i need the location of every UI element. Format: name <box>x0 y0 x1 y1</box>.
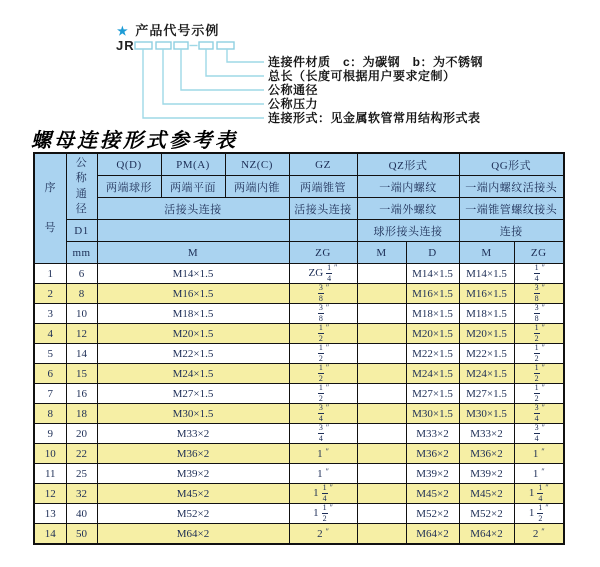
cell-gz: 2 ″ <box>289 524 357 545</box>
cell-seq: 6 <box>34 364 66 384</box>
cell-qg_m: M52×2 <box>459 504 514 524</box>
cell-seq: 13 <box>34 504 66 524</box>
table-row <box>34 424 564 444</box>
header-unit-qg-zg: ZG <box>514 242 564 264</box>
cell-qg_m: M36×2 <box>459 444 514 464</box>
cell-qz_m <box>357 284 406 304</box>
cell-m: M45×2 <box>97 484 289 504</box>
cell-m: M27×1.5 <box>97 384 289 404</box>
cell-qz_d: M14×1.5 <box>406 264 459 284</box>
cell-seq: 2 <box>34 284 66 304</box>
cell-qg_zg: $\frac{3}{4}$ ″ <box>514 424 564 444</box>
cell-qg_m: M45×2 <box>459 484 514 504</box>
cell-gz: $\frac{1}{2}$ ″ <box>289 324 357 344</box>
cell-qg_zg: $\frac{1}{2}$ ″ <box>514 384 564 404</box>
code-box-4 <box>199 42 213 49</box>
cell-qz_d: M30×1.5 <box>406 404 459 424</box>
table-row <box>34 464 564 484</box>
cell-gz: ZG $\frac{1}{4}$ ″ <box>289 264 357 284</box>
table-row <box>34 504 564 524</box>
cell-qg_m: M39×2 <box>459 464 514 484</box>
cell-seq: 5 <box>34 344 66 364</box>
cell-seq: 4 <box>34 324 66 344</box>
cell-seq: 8 <box>34 404 66 424</box>
cell-m: M64×2 <box>97 524 289 545</box>
cell-gz: $\frac{3}{8}$ ″ <box>289 304 357 324</box>
cell-gz: 1 $\frac{1}{2}$ ″ <box>289 504 357 524</box>
cell-m: M24×1.5 <box>97 364 289 384</box>
cell-qz_m <box>357 444 406 464</box>
cell-qz_d: M24×1.5 <box>406 364 459 384</box>
cell-qg_m: M64×2 <box>459 524 514 545</box>
header-blank-left <box>97 220 289 242</box>
cell-qz_d: M45×2 <box>406 484 459 504</box>
table-row <box>34 404 564 424</box>
cell-qg_zg: 1 $\frac{1}{2}$ ″ <box>514 504 564 524</box>
code-box-5 <box>217 42 234 49</box>
cell-m: M33×2 <box>97 424 289 444</box>
header-unit-qg-m: M <box>459 242 514 264</box>
diagram-title-text: 产品代号示例 <box>135 23 220 38</box>
header-union-gz: 活接头连接 <box>289 198 357 220</box>
header-q-sub: 两端球形 <box>97 176 161 198</box>
cell-qg_m: M33×2 <box>459 424 514 444</box>
cell-qz_d: M64×2 <box>406 524 459 545</box>
cell-qg_m: M24×1.5 <box>459 364 514 384</box>
table-row <box>34 444 564 464</box>
cell-m: M20×1.5 <box>97 324 289 344</box>
cell-m: M39×2 <box>97 464 289 484</box>
table-row <box>34 344 564 364</box>
header-d1: D1 <box>66 220 97 242</box>
cell-qz_m <box>357 504 406 524</box>
table-row <box>34 384 564 404</box>
cell-gz: $\frac{1}{2}$ ″ <box>289 344 357 364</box>
cell-dn: 22 <box>66 444 97 464</box>
cell-gz: $\frac{3}{4}$ ″ <box>289 424 357 444</box>
cell-dn: 32 <box>66 484 97 504</box>
cell-qg_m: M20×1.5 <box>459 324 514 344</box>
header-col-nz: NZ(C) <box>225 153 289 176</box>
label-connector-material: 连接件材质 c：为碳钢 b：为不锈钢 <box>268 55 484 69</box>
header-nz-sub: 两端内锥 <box>225 176 289 198</box>
cell-seq: 9 <box>34 424 66 444</box>
cell-m: M16×1.5 <box>97 284 289 304</box>
cell-qg_m: M27×1.5 <box>459 384 514 404</box>
cell-qg_zg: 2 ″ <box>514 524 564 545</box>
cell-qz_d: M33×2 <box>406 424 459 444</box>
header-unit-qz-d: D <box>406 242 459 264</box>
cell-qg_m: M22×1.5 <box>459 344 514 364</box>
cell-m: M22×1.5 <box>97 344 289 364</box>
cell-qg_zg: $\frac{1}{2}$ ″ <box>514 364 564 384</box>
header-qg-row3: 一端锥管螺纹接头 <box>459 198 564 220</box>
code-box-1 <box>135 42 152 49</box>
table-row <box>34 304 564 324</box>
header-nominal-diameter: 公 称 通 径 <box>66 153 97 220</box>
cell-qz_d: M36×2 <box>406 444 459 464</box>
label-connection-form: 连接形式：见金属软管常用结构形式表 <box>268 111 481 125</box>
leader-line-conn <box>143 49 264 118</box>
cell-dn: 50 <box>66 524 97 545</box>
header-union-left: 活接头连接 <box>97 198 289 220</box>
cell-m: M14×1.5 <box>97 264 289 284</box>
table-row <box>34 364 564 384</box>
cell-gz: 1 ″ <box>289 444 357 464</box>
cell-m: M52×2 <box>97 504 289 524</box>
cell-dn: 12 <box>66 324 97 344</box>
cell-dn: 6 <box>66 264 97 284</box>
cell-qg_m: M18×1.5 <box>459 304 514 324</box>
cell-dn: 20 <box>66 424 97 444</box>
header-unit-zg: ZG <box>289 242 357 264</box>
table-row <box>34 324 564 344</box>
cell-m: M36×2 <box>97 444 289 464</box>
cell-qg_zg: $\frac{3}{8}$ ″ <box>514 284 564 304</box>
code-box-2 <box>156 42 171 49</box>
cell-dn: 15 <box>66 364 97 384</box>
cell-m: M30×1.5 <box>97 404 289 424</box>
cell-dn: 16 <box>66 384 97 404</box>
header-qz-row4: 球形接头连接 <box>357 220 459 242</box>
cell-qg_m: M14×1.5 <box>459 264 514 284</box>
cell-qg_m: M16×1.5 <box>459 284 514 304</box>
cell-seq: 11 <box>34 464 66 484</box>
cell-qg_zg: 1 ″ <box>514 444 564 464</box>
label-total-length: 总长（长度可根据用户要求定制） <box>268 69 456 83</box>
cell-seq: 12 <box>34 484 66 504</box>
cell-gz: $\frac{3}{8}$ ″ <box>289 284 357 304</box>
table-row <box>34 284 564 304</box>
diagram-title <box>117 20 219 39</box>
code-box-3 <box>174 42 188 49</box>
cell-seq: 1 <box>34 264 66 284</box>
cell-qz_m <box>357 524 406 545</box>
cell-qz_m <box>357 384 406 404</box>
header-unit-qz-m: M <box>357 242 406 264</box>
cell-dn: 40 <box>66 504 97 524</box>
header-seq: 序 号 <box>34 153 66 264</box>
cell-gz: $\frac{1}{2}$ ″ <box>289 364 357 384</box>
cell-qg_zg: $\frac{3}{8}$ ″ <box>514 304 564 324</box>
cell-seq: 3 <box>34 304 66 324</box>
header-col-pm: PM(A) <box>161 153 225 176</box>
cell-dn: 25 <box>66 464 97 484</box>
cell-qg_zg: 1 ″ <box>514 464 564 484</box>
cell-qz_d: M22×1.5 <box>406 344 459 364</box>
cell-qz_m <box>357 404 406 424</box>
header-qg-row2: 一端内螺纹活接头 <box>459 176 564 198</box>
cell-qz_d: M20×1.5 <box>406 324 459 344</box>
header-qg-row4: 连接 <box>459 220 564 242</box>
table-row <box>34 484 564 504</box>
leader-line-material <box>227 49 264 62</box>
cell-qz_d: M52×2 <box>406 504 459 524</box>
header-col-q: Q(D) <box>97 153 161 176</box>
header-col-qg: QG形式 <box>459 153 564 176</box>
cell-m: M18×1.5 <box>97 304 289 324</box>
header-col-qz: QZ形式 <box>357 153 459 176</box>
cell-qz_m <box>357 484 406 504</box>
cell-qz_d: M27×1.5 <box>406 384 459 404</box>
cell-qg_m: M30×1.5 <box>459 404 514 424</box>
cell-seq: 14 <box>34 524 66 545</box>
header-qz-row2: 一端内螺纹 <box>357 176 459 198</box>
cell-qz_d: M16×1.5 <box>406 284 459 304</box>
header-qz-row3: 一端外螺纹 <box>357 198 459 220</box>
cell-dn: 18 <box>66 404 97 424</box>
cell-qz_d: M18×1.5 <box>406 304 459 324</box>
cell-qz_m <box>357 344 406 364</box>
cell-dn: 10 <box>66 304 97 324</box>
cell-qg_zg: $\frac{1}{4}$ ″ <box>514 264 564 284</box>
cell-qz_d: M39×2 <box>406 464 459 484</box>
nut-connection-table <box>33 152 565 545</box>
cell-qz_m <box>357 324 406 344</box>
leader-line-diameter <box>181 49 264 90</box>
cell-qg_zg: $\frac{3}{4}$ ″ <box>514 404 564 424</box>
table-row <box>34 264 564 284</box>
cell-qg_zg: 1 $\frac{1}{4}$ ″ <box>514 484 564 504</box>
cell-gz: $\frac{3}{4}$ ″ <box>289 404 357 424</box>
header-blank-gz <box>289 220 357 242</box>
header-unit-m: M <box>97 242 289 264</box>
star-icon: ★ <box>117 24 129 38</box>
header-gz-sub: 两端锥管 <box>289 176 357 198</box>
label-nominal-diameter: 公称通径 <box>268 83 319 97</box>
header-col-gz: GZ <box>289 153 357 176</box>
table-title: 螺母连接形式参考表 <box>31 128 238 152</box>
table-header <box>34 153 564 264</box>
cell-dn: 14 <box>66 344 97 364</box>
cell-gz: $\frac{1}{2}$ ″ <box>289 384 357 404</box>
cell-qz_m <box>357 424 406 444</box>
label-nominal-pressure: 公称压力 <box>268 97 319 111</box>
header-mm: mm <box>66 242 97 264</box>
cell-qz_m <box>357 364 406 384</box>
cell-qg_zg: $\frac{1}{2}$ ″ <box>514 324 564 344</box>
code-prefix: JR <box>116 38 135 53</box>
cell-gz: 1 $\frac{1}{4}$ ″ <box>289 484 357 504</box>
table-body <box>34 264 564 545</box>
cell-dn: 8 <box>66 284 97 304</box>
cell-qz_m <box>357 464 406 484</box>
header-pm-sub: 两端平面 <box>161 176 225 198</box>
table-row <box>34 524 564 545</box>
cell-qg_zg: $\frac{1}{2}$ ″ <box>514 344 564 364</box>
cell-seq: 10 <box>34 444 66 464</box>
cell-gz: 1 ″ <box>289 464 357 484</box>
cell-seq: 7 <box>34 384 66 404</box>
cell-qz_m <box>357 264 406 284</box>
cell-qz_m <box>357 304 406 324</box>
